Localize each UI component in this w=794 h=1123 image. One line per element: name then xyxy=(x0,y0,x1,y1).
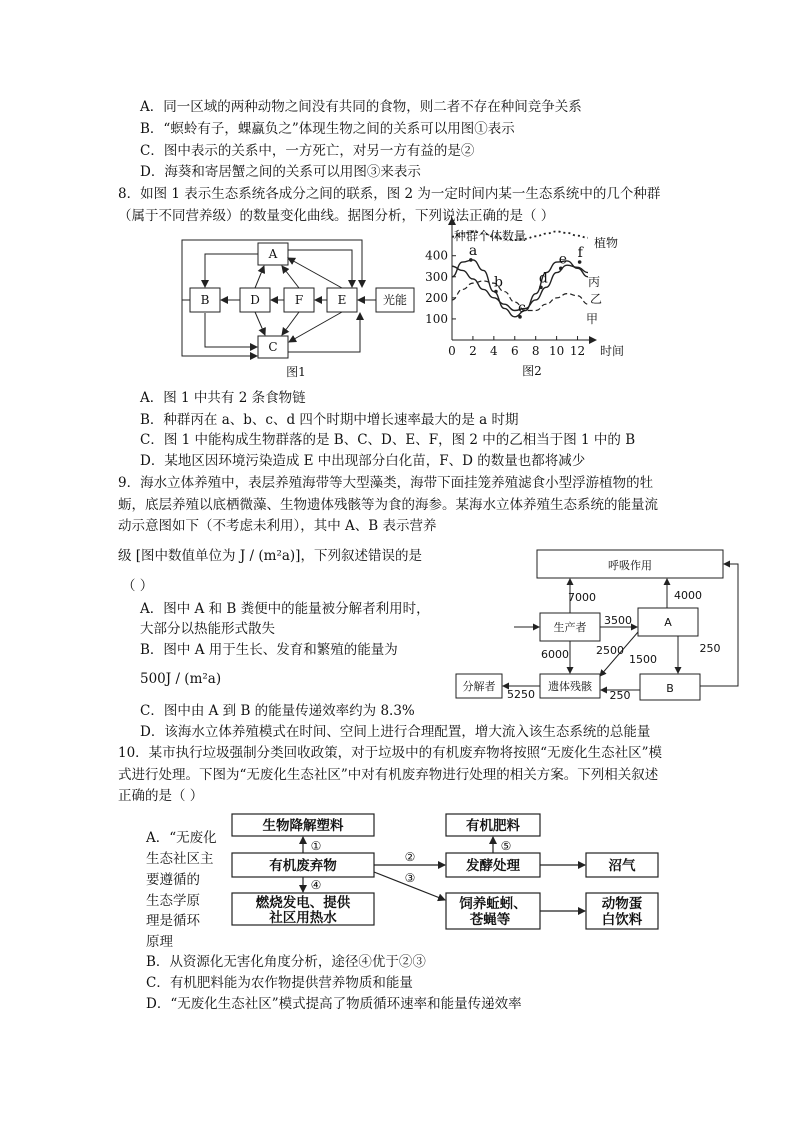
point-label-a: a xyxy=(468,242,478,259)
q10-option-c: C．有机肥料能为农作物提供营养物质和能量 xyxy=(146,975,413,991)
node-c-label: C xyxy=(268,340,278,354)
y-tick-label: 300 xyxy=(425,269,448,284)
protein-label-2: 白饮料 xyxy=(601,912,643,928)
burn-label-2: 社区用热水 xyxy=(269,910,337,926)
value-250-bottom: 250 xyxy=(609,689,631,702)
x-axis-label: 时间 xyxy=(600,344,625,358)
remains-label: 遗体残骸 xyxy=(548,680,592,693)
y-tick-label: 100 xyxy=(425,311,448,326)
burn-label-1: 燃烧发电、提供 xyxy=(255,895,351,911)
node-f-label: F xyxy=(294,293,304,307)
q9-stem-line4: 级 [图中数值单位为 J / (m²a)]，下列叙述错误的是 xyxy=(118,548,422,564)
q8-option-c: C．图 1 中能构成生物群落的是 B、C、D、E、F，图 2 中的乙相当于图 1 中的 B xyxy=(140,432,636,448)
ferment-label: 发酵处理 xyxy=(466,858,520,874)
q10-option-b: B．从资源化无害化角度分析，途径④优于②③ xyxy=(146,954,426,970)
q10-option-a-line6: 原理 xyxy=(146,934,173,950)
decomposer-label: 分解者 xyxy=(462,680,496,693)
q8-option-b: B．种群丙在 a、b、c、d 四个时期中增长速率最大的是 a 时期 xyxy=(140,412,519,428)
q9-option-b-line2: 500J / (m²a) xyxy=(140,671,222,687)
value-4000: 4000 xyxy=(674,589,702,602)
q10-option-a-line2: 生态社区主 xyxy=(146,851,214,867)
x-tick-label: 2 xyxy=(469,344,477,358)
q10-option-a-line5: 理是循环 xyxy=(146,913,200,929)
x-tick-label: 12 xyxy=(569,344,586,358)
y-tick-label: 400 xyxy=(425,248,448,263)
q9-stem-line2: 蛎，底层养殖以底栖微藻、生物遗体残骸等为食的海参。某海水立体养殖生态系统的能量流 xyxy=(118,497,658,513)
x-tick-label: 6 xyxy=(510,344,519,358)
value-7000: 7000 xyxy=(568,591,596,604)
light-label: 光能 xyxy=(382,293,408,307)
q9-option-a-line1: A．图中 A 和 B 粪便中的能量被分解者利用时， xyxy=(140,601,430,617)
series-label-1: 丙 xyxy=(588,275,601,289)
q8-stem-line2: （属于不同营养级）的数量变化曲线。据图分析，下列说法正确的是（ ） xyxy=(118,208,555,224)
protein-label-1: 动物蛋 xyxy=(601,896,643,912)
q9-option-c: C．图中由 A 到 B 的能量传递效率约为 8.3% xyxy=(140,703,415,719)
q7-option-c: C．图中表示的关系中，一方死亡，对另一方有益的是② xyxy=(140,143,475,159)
node-b-label: B xyxy=(200,293,210,307)
q9-option-d: D．该海水立体养殖模式在时间、空间上进行合理配置，增大流入该生态系统的总能量 xyxy=(140,724,651,740)
plastic-label: 生物降解塑料 xyxy=(262,818,344,834)
path-4-label: ④ xyxy=(310,878,322,892)
value-250-right: 250 xyxy=(699,642,721,655)
x-tick-label: 0 xyxy=(448,344,456,358)
path-5-label: ⑤ xyxy=(500,839,512,853)
fertilizer-label: 有机肥料 xyxy=(466,818,520,834)
point-label-c: c xyxy=(518,299,526,316)
x-tick-label: 8 xyxy=(531,344,540,358)
q10-option-a-line3: 要遵循的 xyxy=(146,872,200,888)
q7-option-d: D．海葵和寄居蟹之间的关系可以用图③来表示 xyxy=(140,164,421,180)
series-label-0: 植物 xyxy=(594,236,619,250)
node-d-label: D xyxy=(250,293,260,307)
point-label-e: e xyxy=(558,251,568,268)
respiration-label: 呼吸作用 xyxy=(608,559,652,572)
x-tick-label: 10 xyxy=(548,344,565,358)
x-tick-label: 4 xyxy=(490,344,498,358)
q10-option-a-line4: 生态学原 xyxy=(146,893,200,909)
point-label-d: d xyxy=(538,270,548,287)
q10-stem-line2: 式进行处理。下图为“无废化生态社区”中对有机废弃物进行处理的相关方案。下列相关叙述 xyxy=(118,767,659,783)
q9-stem-line3: 动示意图如下（不考虑未利用），其中 A、B 表示营养 xyxy=(118,518,437,534)
node-e-label: E xyxy=(337,293,347,307)
q10-stem-line3: 正确的是（ ） xyxy=(118,788,204,804)
q9-option-a-line2: 大部分以热能形式散失 xyxy=(140,621,275,637)
y-tick-label: 200 xyxy=(425,290,448,305)
point-label-b: b xyxy=(493,274,503,291)
q10-option-a-line1: A．“无废化 xyxy=(146,830,217,846)
path-3-label: ③ xyxy=(404,871,416,885)
q10-stem-line1: 10．某市执行垃圾强制分类回收政策，对于垃圾中的有机废弃物将按照“无废化生态社区”模 xyxy=(118,745,662,761)
q7-option-b: B．“螟蛉有子，蜾蠃负之”体现生物之间的关系可以用图①表示 xyxy=(140,121,515,137)
y-axis-label: 种群个体数量 xyxy=(454,229,527,243)
fig2-caption: 图2 xyxy=(522,364,542,378)
q10-option-d: D．“无废化生态社区”模式提高了物质循环速率和能量传递效率 xyxy=(146,996,522,1012)
fig1-caption: 图1 xyxy=(286,365,306,379)
q9-option-b-line1: B．图中 A 用于生长、发育和繁殖的能量为 xyxy=(140,642,398,658)
value-5250: 5250 xyxy=(507,688,535,701)
value-1500: 1500 xyxy=(629,653,657,666)
value-6000: 6000 xyxy=(541,648,569,661)
producer-label: 生产者 xyxy=(553,621,587,634)
a-label: A xyxy=(664,616,672,629)
q9-stem-line1: 9．海水立体养殖中，表层养殖海带等大型藻类，海带下面挂笼养殖滤食小型浮游植物的牡 xyxy=(118,475,654,491)
q8-option-d: D．某地区因环境污染造成 E 中出现部分白化苗，F、D 的数量也都将减少 xyxy=(140,453,586,469)
path-1-label: ① xyxy=(310,839,322,853)
value-2500: 2500 xyxy=(596,644,624,657)
q8-option-a: A．图 1 中共有 2 条食物链 xyxy=(140,390,306,406)
q9-stem-bracket: （ ） xyxy=(122,578,154,594)
q7-option-a: A．同一区域的两种动物之间没有共同的食物，则二者不存在种间竞争关系 xyxy=(140,99,582,115)
series-label-3: 甲 xyxy=(586,312,599,326)
feed-label-2: 苍蝇等 xyxy=(469,912,511,928)
node-a-label: A xyxy=(268,247,278,261)
path-2-label: ② xyxy=(404,850,416,864)
feed-label-1: 饲养蚯蚓、 xyxy=(459,896,527,912)
series-label-2: 乙 xyxy=(590,292,603,306)
b-label: B xyxy=(666,682,674,695)
point-label-f: f xyxy=(577,245,583,262)
q8-stem-line1: 8．如图 1 表示生态系统各成分之间的联系，图 2 为一定时间内某一生态系统中的几个种群 xyxy=(118,186,661,202)
biogas-label: 沼气 xyxy=(608,858,636,874)
value-3500: 3500 xyxy=(604,614,632,627)
waste-label: 有机废弃物 xyxy=(269,858,337,874)
